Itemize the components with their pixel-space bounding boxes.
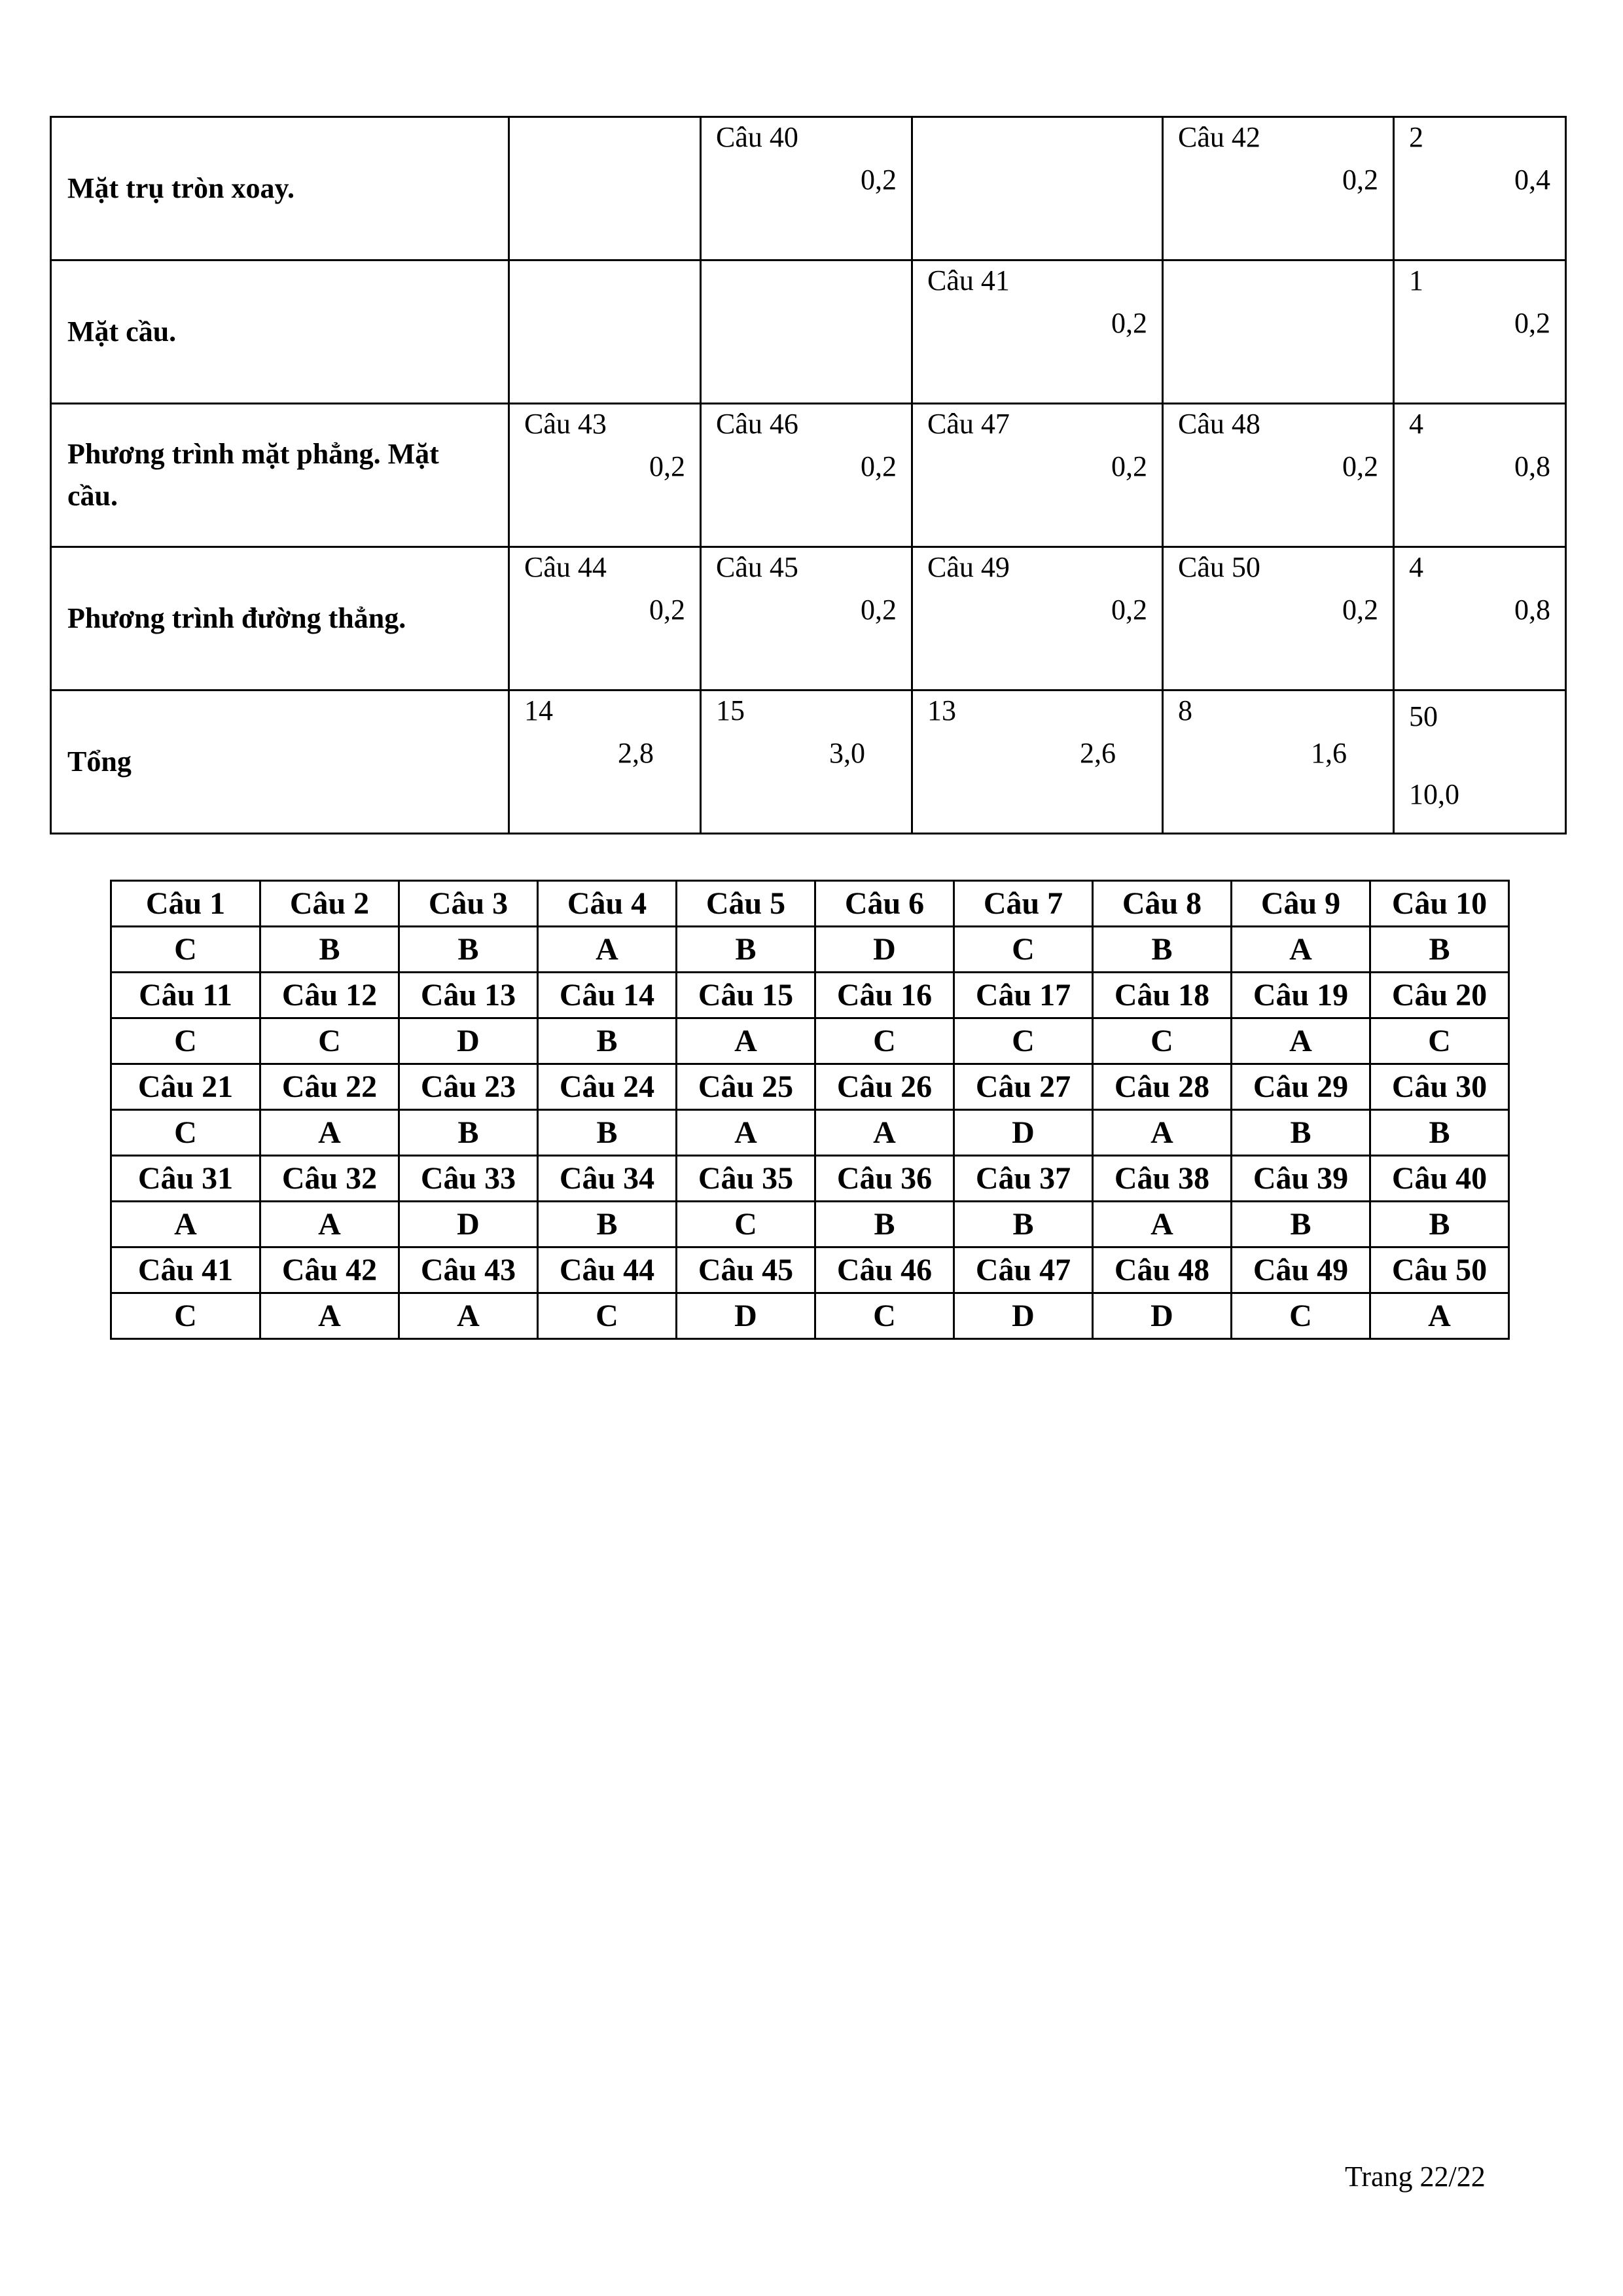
question-number: Câu 37	[954, 1156, 1093, 1202]
matrix-cell	[912, 547, 1163, 691]
topic-label: Mặt trụ tròn xoay.	[51, 117, 509, 260]
answer-letter: C	[815, 1018, 954, 1064]
answer-letter: B	[1370, 927, 1509, 973]
answer-letter: B	[399, 927, 538, 973]
question-number: Câu 50	[1370, 1247, 1509, 1293]
question-number: Câu 6	[815, 881, 954, 927]
question-number: Câu 25	[677, 1064, 815, 1110]
question-label: Câu 46	[716, 408, 798, 440]
answer-letter: A	[815, 1110, 954, 1156]
answer-row	[111, 927, 1509, 973]
question-label: 15	[716, 694, 745, 726]
question-number: Câu 2	[260, 881, 399, 927]
answer-letter: C	[1093, 1018, 1232, 1064]
answer-letter: C	[260, 1018, 399, 1064]
question-number: Câu 11	[111, 973, 260, 1018]
score-value: 10,0	[1409, 778, 1459, 810]
matrix-cell	[912, 117, 1163, 260]
question-number: Câu 31	[111, 1156, 260, 1202]
question-number: Câu 38	[1093, 1156, 1232, 1202]
matrix-cell	[912, 691, 1163, 834]
score-value: 0,2	[1111, 450, 1147, 482]
question-number: Câu 20	[1370, 973, 1509, 1018]
answer-letter: D	[399, 1018, 538, 1064]
answer-letter: A	[1093, 1110, 1232, 1156]
answer-letter: A	[260, 1202, 399, 1247]
exam-matrix-body	[51, 117, 1566, 834]
answer-letter: D	[815, 927, 954, 973]
answer-letter: B	[1232, 1202, 1370, 1247]
answer-letter: A	[1370, 1293, 1509, 1339]
score-value: 0,2	[861, 594, 897, 626]
matrix-cell	[509, 691, 701, 834]
question-number: Câu 26	[815, 1064, 954, 1110]
question-number: Câu 28	[1093, 1064, 1232, 1110]
question-number: Câu 18	[1093, 973, 1232, 1018]
score-value: 0,8	[1514, 594, 1550, 626]
question-count: 2	[1409, 121, 1423, 153]
matrix-cell	[509, 547, 701, 691]
answer-letter: C	[677, 1202, 815, 1247]
question-number: Câu 3	[399, 881, 538, 927]
question-number: Câu 15	[677, 973, 815, 1018]
page-number: Trang 22/22	[1345, 2161, 1486, 2193]
question-number: Câu 34	[538, 1156, 677, 1202]
answer-letter: B	[1232, 1110, 1370, 1156]
score-value: 0,8	[1514, 450, 1550, 482]
answer-row	[111, 1018, 1509, 1064]
score-value: 3,0	[829, 737, 865, 769]
question-row	[111, 1156, 1509, 1202]
question-label: Câu 42	[1178, 121, 1260, 153]
question-label: Câu 41	[927, 264, 1010, 296]
matrix-cell	[701, 404, 912, 547]
answer-letter: A	[260, 1293, 399, 1339]
score-value: 0,2	[1342, 164, 1378, 196]
topic-label: Phương trình mặt phẳng. Mặt cầu.	[51, 404, 509, 547]
answer-letter: C	[954, 1018, 1093, 1064]
answer-letter: A	[1093, 1202, 1232, 1247]
score-value: 0,2	[649, 594, 685, 626]
score-value: 1,6	[1311, 737, 1347, 769]
matrix-cell	[509, 260, 701, 404]
answer-letter: C	[111, 1293, 260, 1339]
question-number: Câu 49	[1232, 1247, 1370, 1293]
answer-letter: A	[111, 1202, 260, 1247]
answer-letter: D	[954, 1293, 1093, 1339]
answer-letter: A	[677, 1018, 815, 1064]
topic-label: Tổng	[51, 691, 509, 834]
answer-row	[111, 1293, 1509, 1339]
answer-letter: B	[1370, 1110, 1509, 1156]
matrix-cell	[1394, 260, 1566, 404]
question-row	[111, 1064, 1509, 1110]
question-number: Câu 22	[260, 1064, 399, 1110]
answer-letter: B	[1093, 927, 1232, 973]
question-label: 8	[1178, 694, 1192, 726]
question-number: Câu 21	[111, 1064, 260, 1110]
answer-letter: B	[538, 1110, 677, 1156]
answer-letter: B	[677, 927, 815, 973]
answer-letter: B	[399, 1110, 538, 1156]
question-number: Câu 9	[1232, 881, 1370, 927]
question-label: Câu 40	[716, 121, 798, 153]
matrix-cell	[1163, 547, 1394, 691]
answer-letter: C	[111, 1018, 260, 1064]
score-value: 0,2	[649, 450, 685, 482]
matrix-row	[51, 260, 1566, 404]
question-number: Câu 40	[1370, 1156, 1509, 1202]
score-value: 0,2	[861, 450, 897, 482]
question-number: Câu 39	[1232, 1156, 1370, 1202]
answer-letter: A	[677, 1110, 815, 1156]
matrix-cell	[1163, 691, 1394, 834]
answer-letter: A	[538, 927, 677, 973]
question-label: Câu 43	[524, 408, 607, 440]
question-number: Câu 41	[111, 1247, 260, 1293]
matrix-row	[51, 691, 1566, 834]
answer-letter: A	[260, 1110, 399, 1156]
question-number: Câu 7	[954, 881, 1093, 927]
question-number: Câu 10	[1370, 881, 1509, 927]
question-number: Câu 19	[1232, 973, 1370, 1018]
question-number: Câu 12	[260, 973, 399, 1018]
question-number: Câu 32	[260, 1156, 399, 1202]
question-number: Câu 13	[399, 973, 538, 1018]
matrix-cell	[912, 404, 1163, 547]
answer-letter: B	[538, 1202, 677, 1247]
question-count: 4	[1409, 551, 1423, 583]
question-number: Câu 29	[1232, 1064, 1370, 1110]
question-label: Câu 47	[927, 408, 1010, 440]
score-value: 2,6	[1080, 737, 1116, 769]
question-label: Câu 45	[716, 551, 798, 583]
matrix-cell	[1163, 260, 1394, 404]
score-value: 0,4	[1514, 164, 1550, 196]
matrix-cell	[1394, 404, 1566, 547]
question-number: Câu 30	[1370, 1064, 1509, 1110]
answer-key-table	[110, 880, 1510, 1340]
question-number: Câu 4	[538, 881, 677, 927]
answer-letter: B	[1370, 1202, 1509, 1247]
question-label: Câu 48	[1178, 408, 1260, 440]
matrix-cell	[1394, 691, 1566, 834]
answer-letter: C	[111, 1110, 260, 1156]
answer-letter: A	[399, 1293, 538, 1339]
question-number: Câu 48	[1093, 1247, 1232, 1293]
question-number: Câu 17	[954, 973, 1093, 1018]
answer-letter: B	[815, 1202, 954, 1247]
answer-letter: C	[954, 927, 1093, 973]
matrix-cell	[701, 691, 912, 834]
question-number: Câu 35	[677, 1156, 815, 1202]
score-value: 0,2	[1514, 307, 1550, 339]
question-number: Câu 23	[399, 1064, 538, 1110]
answer-letter: B	[954, 1202, 1093, 1247]
question-label: Câu 50	[1178, 551, 1260, 583]
answer-letter: C	[815, 1293, 954, 1339]
topic-label: Mặt cầu.	[51, 260, 509, 404]
question-number: Câu 46	[815, 1247, 954, 1293]
score-value: 0,2	[1111, 594, 1147, 626]
score-value: 0,2	[861, 164, 897, 196]
question-count: 1	[1409, 264, 1423, 296]
question-number: Câu 42	[260, 1247, 399, 1293]
question-label: Câu 44	[524, 551, 607, 583]
question-number: Câu 44	[538, 1247, 677, 1293]
exam-matrix-table	[50, 116, 1567, 834]
question-row	[111, 973, 1509, 1018]
score-value: 0,2	[1342, 594, 1378, 626]
question-number: Câu 8	[1093, 881, 1232, 927]
answer-letter: C	[538, 1293, 677, 1339]
answer-letter: D	[1093, 1293, 1232, 1339]
answer-letter: D	[399, 1202, 538, 1247]
question-number: Câu 27	[954, 1064, 1093, 1110]
matrix-cell	[1163, 404, 1394, 547]
question-label: 13	[927, 694, 956, 726]
matrix-cell	[701, 547, 912, 691]
question-number: Câu 33	[399, 1156, 538, 1202]
answer-letter: D	[954, 1110, 1093, 1156]
question-number: Câu 47	[954, 1247, 1093, 1293]
question-label: Câu 49	[927, 551, 1010, 583]
topic-label: Phương trình đường thẳng.	[51, 547, 509, 691]
answer-row	[111, 1110, 1509, 1156]
question-number: Câu 1	[111, 881, 260, 927]
question-number: Câu 45	[677, 1247, 815, 1293]
answer-row	[111, 1202, 1509, 1247]
answer-letter: C	[1370, 1018, 1509, 1064]
matrix-cell	[509, 404, 701, 547]
score-value: 2,8	[618, 737, 654, 769]
matrix-cell	[701, 117, 912, 260]
matrix-cell	[1394, 117, 1566, 260]
matrix-row	[51, 404, 1566, 547]
matrix-cell	[1394, 547, 1566, 691]
question-count: 50	[1409, 700, 1438, 732]
answer-letter: C	[1232, 1293, 1370, 1339]
question-number: Câu 16	[815, 973, 954, 1018]
matrix-cell	[509, 117, 701, 260]
answer-letter: D	[677, 1293, 815, 1339]
score-value: 0,2	[1111, 307, 1147, 339]
matrix-cell	[1163, 117, 1394, 260]
answer-key-body	[111, 881, 1509, 1339]
question-number: Câu 14	[538, 973, 677, 1018]
matrix-cell	[912, 260, 1163, 404]
question-row	[111, 881, 1509, 927]
matrix-row	[51, 117, 1566, 260]
question-number: Câu 43	[399, 1247, 538, 1293]
matrix-cell	[701, 260, 912, 404]
answer-letter: B	[538, 1018, 677, 1064]
question-number: Câu 36	[815, 1156, 954, 1202]
question-number: Câu 5	[677, 881, 815, 927]
question-row	[111, 1247, 1509, 1293]
question-number: Câu 24	[538, 1064, 677, 1110]
answer-letter: C	[111, 927, 260, 973]
score-value: 0,2	[1342, 450, 1378, 482]
answer-letter: A	[1232, 927, 1370, 973]
question-count: 4	[1409, 408, 1423, 440]
matrix-row	[51, 547, 1566, 691]
answer-letter: B	[260, 927, 399, 973]
question-label: 14	[524, 694, 553, 726]
answer-letter: A	[1232, 1018, 1370, 1064]
